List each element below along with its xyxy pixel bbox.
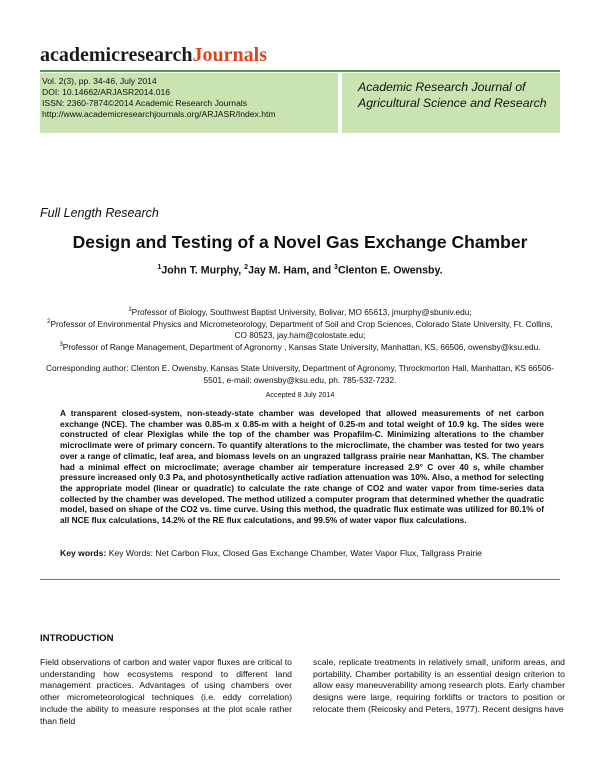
affiliation-3	[40, 340, 560, 353]
brand-part-1: academicresearch	[40, 44, 193, 66]
author-list	[0, 264, 600, 277]
keywords	[60, 548, 540, 559]
affiliation-2-text: Professor of Environmental Physics and Micrometeorology, Department of Soil and Crop Sciences, Colorado State University, Ft. Collins, CO 80523, jay.ham@colostate.edu;	[50, 318, 553, 341]
author-3-name: Clenton E. Owensby.	[337, 264, 443, 277]
brand-part-2: Journals	[192, 44, 268, 66]
affiliation-3-text: Professor of Range Management, Department of Agronomy , Kansas State University, Manhattan, KS, 66506, owensby@ksu.edu.	[62, 341, 541, 352]
affiliation-1-sup: 1	[128, 307, 132, 313]
keywords-text: Key Words: Net Carbon Flux, Closed Gas Exchange Chamber, Water Vapor Flux, Tallgrass Prairie	[106, 548, 482, 558]
keywords-label: Key words:	[60, 548, 107, 558]
abstract: A transparent closed-system, non-steady-state chamber was developed that allowed measurements of net carbon exchange (NCE). The chamber was 0.85-m x 0.85-m with a height of 0.25-m and total weight of 10.9 kg. The sides were constructed of clear Plexiglas while the top of the chamber was Propafilm-C. Minimizing alterations to the chamber microclimate were of primary concern. To quantify alterations to the microclimate, the chamber was tested for two years over a range of climatic, leaf area, and biomass levels on an ungrazed tallgrass prairie near Manhattan, KS. The chamber had a minimal effect on microclimate; average chamber air temperature increased 2.9° C over 40 s, while chamber pressure increased only 0.3 Pa, and photosynthetically active radiation attenuation was 10%. Also, a method for selecting the appropriate model (linear or quadratic) to calculate the rate change of CO2 and water vapor from time-series data collected by the chamber was developed. The method utilized a computer program that determined whether the quadratic model, based on shape of the CO2 vs. time curve. Using this method, the quadratic flux estimate was utilized for 80.1% of all NCE flux calculations, 14.2% of the RE flux calculations, and 99.5% of water vapor flux calculations.	[60, 408, 544, 526]
intro-column-right: scale, replicate treatments in relatively small, uniform areas, and portability. Chamber portability is an essential design criterion to allow easy maneuverability among research plots. Early chamber designs were large, requiring forklifts or tractors to position or relocate them (Reicosky and Peters, 1977). Recent designs have	[313, 657, 565, 714]
article-title: Design and Testing of a Novel Gas Exchange Chamber	[72, 232, 528, 252]
keywords-divider	[40, 579, 560, 580]
volume-info: Vol. 2(3), pp. 34-46, July 2014	[42, 76, 157, 86]
author-1-name: John T. Murphy,	[161, 264, 245, 277]
introduction-heading: INTRODUCTION	[40, 633, 114, 644]
article-type: Full Length Research	[40, 206, 159, 220]
affiliation-2-sup: 2	[47, 319, 51, 325]
brand-divider	[40, 70, 560, 72]
journal-title-box	[342, 73, 560, 133]
journal-info-box	[40, 73, 338, 133]
issn-info: ISSN: 2360-7874©2014 Academic Research Journals	[42, 98, 248, 108]
author-2-name: Jay M. Ham, and	[248, 264, 335, 277]
intro-column-left: Field observations of carbon and water vapor fluxes are critical to understanding how ecosystems respond to different land management practices. Advantages of using chambers over other micrometeorological techniques (i.e. eddy correlation) include the ability to measure responses at the plot scale rather than field	[40, 657, 292, 726]
journal-url-link[interactable]: http://www.academicresearchjournals.org/ARJASR/Index.htm	[42, 109, 276, 119]
doi-info: DOI: 10.14662/ARJASR2014.016	[42, 87, 171, 97]
journal-title: Academic Research Journal of Agricultural Science and Research	[358, 80, 547, 110]
accepted-date: Accepted 8 July 2014	[265, 390, 335, 399]
author-3-sup: 3	[334, 264, 338, 271]
affiliation-3-sup: 3	[59, 342, 63, 348]
author-2-sup: 2	[244, 264, 249, 271]
journal-brand-logo	[40, 44, 267, 67]
affiliation-2	[40, 317, 560, 342]
affiliation-1-text: Professor of Biology, Southwest Baptist University, Bolivar, MO 65613, jmurphy@sbuniv.edu;	[131, 306, 472, 317]
author-1-sup: 1	[157, 264, 162, 271]
corresponding-author: Corresponding author: Clenton E. Owensby, Kansas State University, Department of Agronomy, Throckmorton Hall, Manhattan, KS 66506-5501, e-mail: owensby@ksu.edu, ph. 785-532-7232.	[45, 363, 555, 385]
